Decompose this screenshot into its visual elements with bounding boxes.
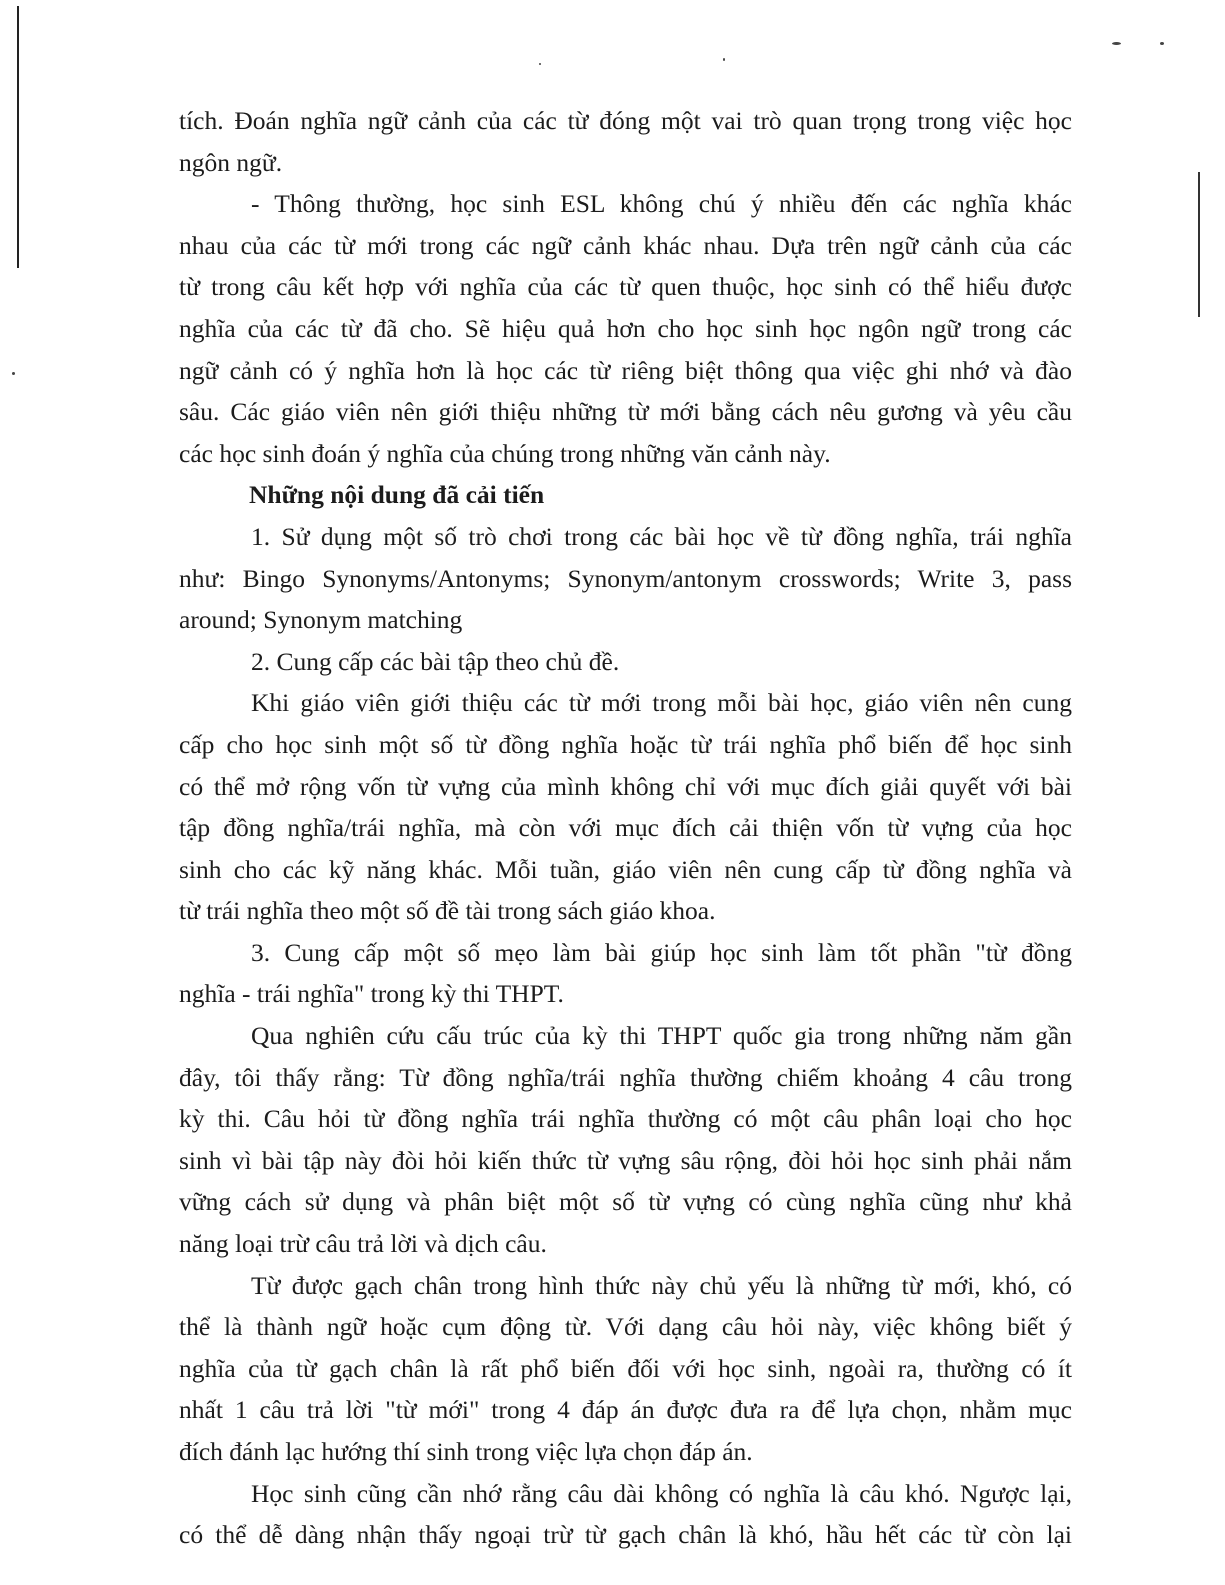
text-line: ngôn ngữ. bbox=[179, 147, 283, 177]
scan-speck bbox=[539, 63, 541, 65]
text-line: vững cách sử dụng và phân biệt một số từ vựng có cùng nghĩa cũng như khả bbox=[179, 1187, 1072, 1217]
text-line: Qua nghiên cứu cấu trúc của kỳ thi THPT quốc gia trong những năm gần bbox=[251, 1021, 1072, 1051]
text-line: có thể dễ dàng nhận thấy ngoại trừ từ gạch chân là khó, hầu hết các từ còn lại bbox=[179, 1520, 1072, 1550]
scan-speck bbox=[1160, 42, 1164, 45]
text-line: thể là thành ngữ hoặc cụm động từ. Với dạng câu hỏi này, việc không biết ý bbox=[179, 1312, 1072, 1342]
text-line: tích. Đoán nghĩa ngữ cảnh của các từ đóng một vai trò quan trọng trong việc học bbox=[179, 106, 1072, 135]
scan-speck bbox=[723, 58, 725, 61]
text-line: nhau của các từ mới trong các ngữ cảnh khác nhau. Dựa trên ngữ cảnh của các bbox=[179, 230, 1072, 260]
text-line: Từ được gạch chân trong hình thức này chủ yếu là những từ mới, khó, có bbox=[251, 1270, 1072, 1300]
document-body bbox=[179, 100, 1072, 1556]
scan-edge-right bbox=[1198, 172, 1200, 317]
section-heading: Những nội dung đã cải tiến bbox=[249, 480, 545, 510]
text-line: sinh vì bài tập này đòi hỏi kiến thức từ vựng sâu rộng, đòi hỏi học sinh phải nắm bbox=[179, 1145, 1072, 1175]
text-line: nghĩa của các từ đã cho. Sẽ hiệu quả hơn cho học sinh học ngôn ngữ trong các bbox=[179, 313, 1072, 343]
text-line: đích đánh lạc hướng thí sinh trong việc lựa chọn đáp án. bbox=[179, 1437, 753, 1466]
text-line: các học sinh đoán ý nghĩa của chúng trong những văn cảnh này. bbox=[179, 438, 831, 468]
text-line: ngữ cảnh có ý nghĩa hơn là học các từ riêng biệt thông qua việc ghi nhớ và đào bbox=[179, 355, 1072, 385]
text-line: 1. Sử dụng một số trò chơi trong các bài học về từ đồng nghĩa, trái nghĩa bbox=[251, 521, 1072, 551]
text-line: đây, tôi thấy rằng: Từ đồng nghĩa/trái nghĩa thường chiếm khoảng 4 câu trong bbox=[179, 1062, 1072, 1092]
text-line: như: Bingo Synonyms/Antonyms; Synonym/antonym crosswords; Write 3, pass bbox=[179, 563, 1072, 593]
text-line: nghĩa - trái nghĩa" trong kỳ thi THPT. bbox=[179, 979, 564, 1009]
text-line: sinh cho các kỹ năng khác. Mỗi tuần, giáo viên nên cung cấp từ đồng nghĩa và bbox=[179, 854, 1072, 884]
text-line: từ trái nghĩa theo một số đề tài trong sách giáo khoa. bbox=[179, 896, 716, 926]
text-line: năng loại trừ câu trả lời và dịch câu. bbox=[179, 1229, 547, 1259]
text-line: kỳ thi. Câu hỏi từ đồng nghĩa trái nghĩa thường có một câu phân loại cho học bbox=[179, 1104, 1072, 1134]
text-line: nhất 1 câu trả lời "từ mới" trong 4 đáp án được đưa ra để lựa chọn, nhằm mục bbox=[179, 1395, 1072, 1425]
text-line: around; Synonym matching bbox=[179, 605, 463, 635]
text-line: từ trong câu kết hợp với nghĩa của các từ quen thuộc, học sinh có thể hiểu được bbox=[179, 272, 1072, 302]
text-line: 3. Cung cấp một số mẹo làm bài giúp học sinh làm tốt phần "từ đồng bbox=[251, 937, 1072, 967]
scan-speck bbox=[12, 372, 15, 375]
text-line: - Thông thường, học sinh ESL không chú ý nhiều đến các nghĩa khác bbox=[251, 189, 1072, 219]
text-line: cấp cho học sinh một số từ đồng nghĩa hoặc từ trái nghĩa phổ biến để học sinh bbox=[179, 729, 1072, 759]
text-line: Học sinh cũng cần nhớ rằng câu dài không có nghĩa là câu khó. Ngược lại, bbox=[251, 1478, 1072, 1508]
scan-edge-left bbox=[17, 6, 19, 268]
text-line: tập đồng nghĩa/trái nghĩa, mà còn với mục đích cải thiện vốn từ vựng của học bbox=[179, 813, 1072, 843]
text-line: 2. Cung cấp các bài tập theo chủ đề. bbox=[251, 646, 620, 676]
text-line: Khi giáo viên giới thiệu các từ mới trong mỗi bài học, giáo viên nên cung bbox=[251, 688, 1072, 718]
text-line: nghĩa của từ gạch chân là rất phổ biến đối với học sinh, ngoài ra, thường có ít bbox=[179, 1353, 1072, 1383]
text-line: sâu. Các giáo viên nên giới thiệu những từ mới bằng cách nêu gương và yêu cầu bbox=[179, 397, 1072, 427]
text-line: có thể mở rộng vốn từ vựng của mình không chỉ với mục đích giải quyết với bài bbox=[179, 771, 1072, 801]
scan-speck bbox=[1112, 42, 1121, 45]
